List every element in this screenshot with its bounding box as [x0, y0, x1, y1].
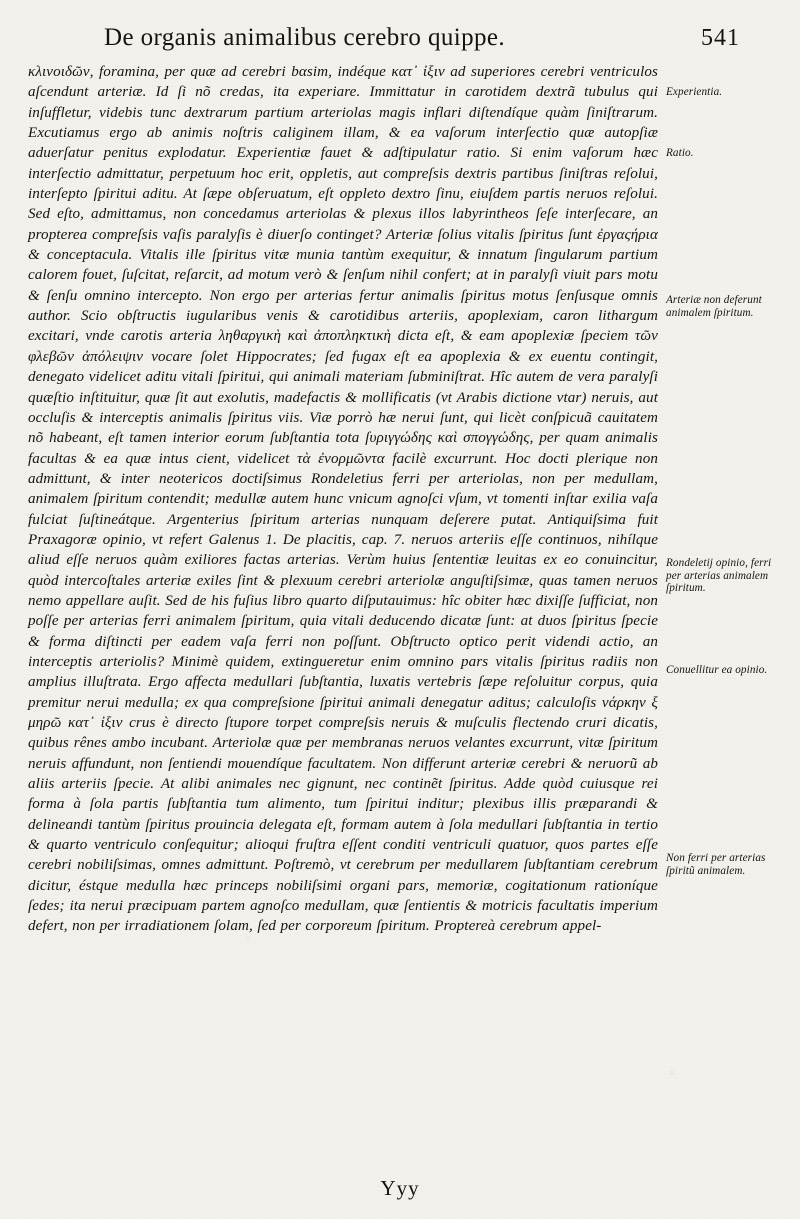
body-text-block [28, 62, 658, 937]
quire-signature: Yyy [380, 1176, 420, 1200]
marginal-note-arteriae: Arteriæ non deferunt animalem ſpiritum. [666, 294, 762, 319]
marginal-note-ratio: Ratio. [666, 147, 694, 159]
marginal-note-conuellitur: Conuellitur ea opinio. [666, 664, 768, 676]
marginal-note-non-ferri: Non ferri per arterias ſpiritũ animalem. [666, 852, 766, 877]
running-title: De organis animalibus cerebro quippe. [104, 24, 506, 51]
marginal-note-experientia: Experientia. [666, 86, 723, 98]
marginal-note-rondeletii: Rondeletij opinio, ferri per arterias animalem ſpiritum. [666, 557, 772, 595]
page-number: 541 [701, 25, 740, 51]
body-paragraph: κλινοιδῶν, foramina, per quæ ad cerebri bαsim, indéque κατ᾽ ἰξιν ad superiores cerebri ventriculos aſcendunt arteriæ. Id ſi nõ credas, ita experiare. Immittatur in carotidem dextrã tubulus qui inſuffletur, videbis tunc dextrarum partium arteriolas magis inflari diſtendíque quàm ſiniſtrarum. Excutiamus ergo ab animis noſtris caliginem illam, & ea vaſorum interſectio quæ autopſiæ aduerſatur penitus explodatur. Experientiæ fauet & adſtipulatur ratio. Si enim vaſorum hæc interſectio admittatur, perpetuum hoc erit, oppletis, aut compreſsis dextris partibus ſiniſtras reſolui, interſepto ſpiritui aditu. At ſæpe obſeruatum, eſt oppleto dextro ſinu, eiuſdem partis neruos reſolui. Sed eſto, admittamus, non concedamus arteriolas & plexus illos labyrintheos ſeſe interſecare, an propterea compreſsis vaſis paralyſis è diuerſo continget? Arteriæ ſolius vitalis ſpiritus ſunt ἐργαςήρια & conceptacula. Vitalis ille ſpiritus vitæ munia tantùm exequitur, & innatum ſingularum partium calorem fouet, ſuſcitat, reſarcit, ad motum verò & ſenſum nihil confert; at in paralyſi viuit pars motu & ſenſu omnino intercepto. Non ergo per arterias fertur animalis ſpiritus motus ſenſusque omnis author. Scio obſtructis iugularibus venis & carotidibus arteriis, apoplexiam, caron lithargum excitari, vnde carotis arteria ληθαργικὴ καὶ ἀποπληκτικὴ dicta eſt, & eam apoplexiæ ſpeciem τῶν φλεβῶν ἀπόλειψιν vocare ſolet Hippocrates; ſed fugax eſt ea apoplexia & ex euentu contingit, denegato videlicet aditu vitali ſpiritui, qui animali materiam ſubminiſtrat. Hîc autem de vera paralyſi quæſtio inſtituitur, quæ ſit aut exolutis, madefactis & mollificatis (vt Arabis dictione vtar) neruis, aut occluſis & interceptis animalis ſpiritus viis. Viæ porrò hæ nerui ſunt, qui licèt conſpicuã cauitatem nõ habeant, eſt tamen interior eorum ſubſtantia tota ſυριγγώδης καὶ σπογγώδης, per quam animalis facultas & ea quæ intus cient, videlicet τὰ ἐνορμῶντα facilè excurrunt. Hoc docti plerique non admittunt, & inter neotericos doctiſsimus Rondeletius ferri per arteriolas, non per medullam, animalem ſpiritum contendit; medullæ autem hunc vnicum agnoſci vſum, vt tomenti inſtar exilia vaſa fulciat ſuſtineátque. Argenterius ſpiritum arterias nunquam deſerere putat. Antiquiſsima fuit Praxagoræ opinio, vt refert Galenus 1. De placitis, cap. 7. neruos arteriis eſſe continuos, nihílque aliud eſſe neruos quàm exiliores factas arterias. Verùm huius ſententiæ leuitas ex eo conuincitur, quòd intercoſtales arteriæ exiles ſint & plexuum cerebri arteriolæ anguſtiſsimæ, quas tamen neruos nemo appellare auſit. Sed de his fuſius libro quarto diſputauimus: hîc obiter hæc dixiſſe ſufficiat, non poſſe per arterias ferri animalem ſpiritum, quia vitali deducendo dicatæ ſunt: at duos ſpiritus ſpecie & forma diſtincti per eadem vaſa ferri non poſſunt. Obſtructo optico perit videndi actio, an interceptis arteriolis? Minimè quidem, extingueretur enim omnino pars vitalis ſpiritus radiis non amplius illuſtrata. Ergo affecta medullari ſubſtantia, luxatis vertebris ſæpe reſoluitur corpus, quia premitur nerui medulla; ex qua compreſsione ſpiritui animali denegatur aditus; calculoſis νάρκην ξ μηρῶ κατ᾽ ἰξιν crus è directo ſtupore torpet compreſsis neruis & muſculis flectendo cruri dicatis, quibus rênes ambo incubant. Arteriolæ quæ per membranas neruos velantes excurrunt, vitæ ſpiritum neruis affundunt, non ſentiendi mouendíque facultatem. Non differunt arteriæ cerebri & neruorũ ab aliis arteriis ſpecie. At alibi animales nec gignunt, nec continẽt ſpiritus. Adde quòd cuiusque rei forma à ſola partis ſubſtantia tum alimento, tum ſpiritui inditur; plexibus illis præparandi & delineandi tantùm ſpiritus prouincia delegata eſt, formam autem à ſola medullari ſubſtantia in tertio & quarto ventriculo conſequitur; alioqui fruſtra eſſent conditi ventriculi quatuor, quos partes eſſe cerebri nobiliſsimas, omnes admittunt. Poſtremò, vt cerebrum per medullarem ſubſtantiam cerebrum dicitur, éstque medulla hæc princeps nobiliſsimi organi pars, memoriæ, cogitationum rationíque ſedes; ita nerui præcipuam partem agnoſco medullam, quæ ſentientis & motricis facultatis imperium defert, non per irradiationem ſolam, ſed per corporeum ſpiritum. Proptereà cerebrum appel- [28, 64, 658, 935]
marginalia-column [666, 62, 784, 1172]
page-header [104, 24, 756, 52]
